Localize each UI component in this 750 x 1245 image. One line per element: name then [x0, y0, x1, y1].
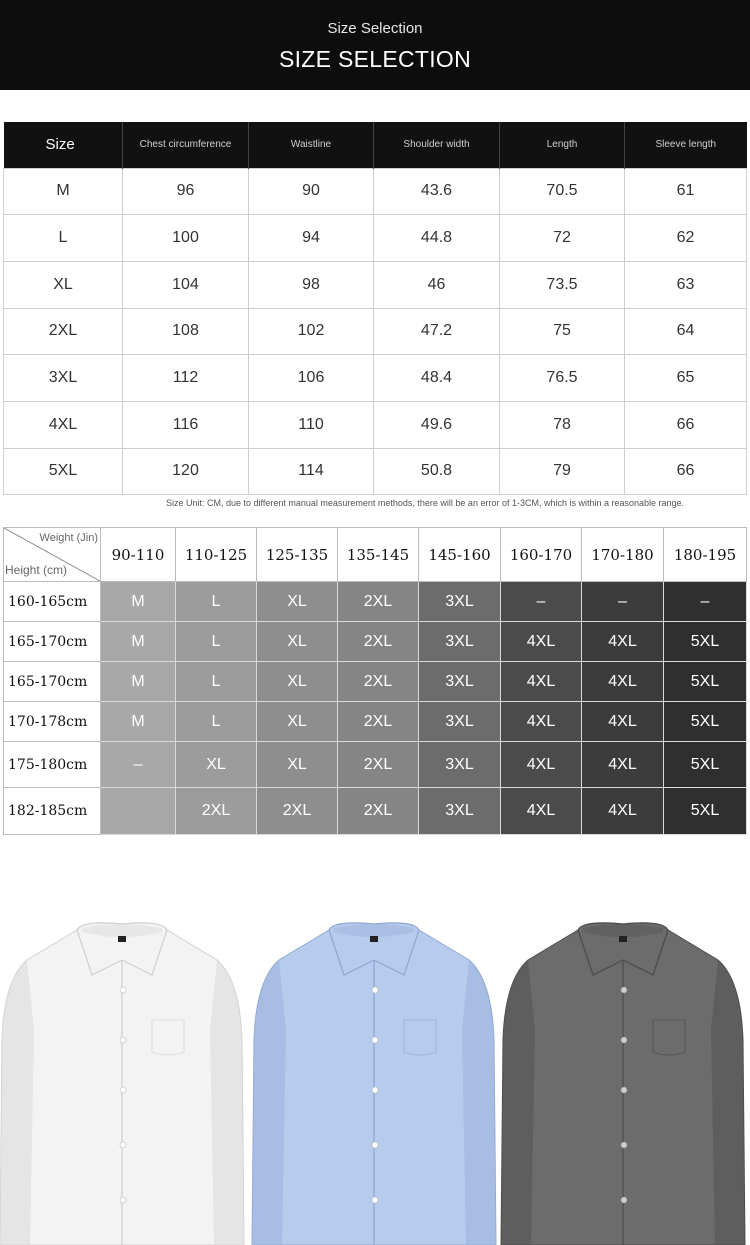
- recommended-size-cell: 4XL: [501, 662, 582, 702]
- recommended-size-cell: 3XL: [419, 742, 501, 788]
- recommended-size-cell: L: [176, 702, 257, 742]
- recommended-size-cell: L: [176, 582, 257, 622]
- shirt-color-showcase: [0, 880, 750, 1245]
- recommended-size-cell: 5XL: [664, 788, 747, 835]
- recommended-size-cell: –: [101, 742, 176, 788]
- measurement-cell: 63: [625, 261, 747, 308]
- measurement-cell: 66: [625, 401, 747, 448]
- table-row: [4, 401, 747, 448]
- table-row: [4, 622, 747, 662]
- measurement-cell: 75: [500, 308, 625, 355]
- size-table-header: [4, 122, 747, 168]
- recommended-size-cell: 5XL: [664, 622, 747, 662]
- measurement-cell: 61: [625, 168, 747, 215]
- recommended-size-cell: –: [582, 582, 664, 622]
- weight-range-header: 125-135: [257, 528, 338, 582]
- recommended-size-cell: 4XL: [582, 742, 664, 788]
- size-unit-note: Size Unit: CM, due to different manual measurement methods, there will be an error of 1-3CM, which is within a reasonable range.: [165, 498, 685, 508]
- white-shirt: [0, 923, 244, 1245]
- measurement-cell: 64: [625, 308, 747, 355]
- weight-height-table: [3, 527, 747, 835]
- measurement-cell: 70.5: [500, 168, 625, 215]
- recommended-size-cell: 2XL: [338, 788, 419, 835]
- weight-range-header: 135-145: [338, 528, 419, 582]
- recommended-size-cell: M: [101, 582, 176, 622]
- column-header-length: Length: [500, 122, 625, 168]
- recommended-size-cell: L: [176, 662, 257, 702]
- measurement-cell: 65: [625, 355, 747, 402]
- recommended-size-cell: 2XL: [338, 582, 419, 622]
- measurement-cell: 112: [123, 355, 249, 402]
- height-range-cell: 182-185cm: [4, 788, 101, 835]
- size-label-cell: M: [4, 168, 123, 215]
- measurement-cell: 114: [249, 448, 374, 495]
- measurement-cell: 44.8: [374, 215, 500, 262]
- measurement-cell: 120: [123, 448, 249, 495]
- shirts-illustration: [0, 880, 750, 1245]
- size-label-cell: XL: [4, 261, 123, 308]
- column-header-sleeve: Sleeve length: [625, 122, 747, 168]
- size-chart-table: [3, 122, 747, 495]
- height-range-cell: 165-170cm: [4, 662, 101, 702]
- recommended-size-cell: 4XL: [501, 702, 582, 742]
- table-row: [4, 742, 747, 788]
- table-row: [4, 215, 747, 262]
- measurement-cell: 66: [625, 448, 747, 495]
- recommended-size-cell: 4XL: [582, 622, 664, 662]
- recommended-size-cell: XL: [257, 662, 338, 702]
- page-header: [0, 0, 750, 90]
- measurement-cell: 106: [249, 355, 374, 402]
- weight-header-row: [4, 528, 747, 582]
- table-row: [4, 582, 747, 622]
- recommended-size-cell: XL: [176, 742, 257, 788]
- measurement-cell: 94: [249, 215, 374, 262]
- recommended-size-cell: 3XL: [419, 702, 501, 742]
- recommended-size-cell: –: [501, 582, 582, 622]
- recommended-size-cell: 4XL: [582, 662, 664, 702]
- recommended-size-cell: 4XL: [582, 788, 664, 835]
- size-label-cell: 4XL: [4, 401, 123, 448]
- recommended-size-cell: M: [101, 662, 176, 702]
- height-range-cell: 170-178cm: [4, 702, 101, 742]
- weight-range-header: 170-180: [582, 528, 664, 582]
- recommended-size-cell: L: [176, 622, 257, 662]
- measurement-cell: 49.6: [374, 401, 500, 448]
- measurement-cell: 110: [249, 401, 374, 448]
- recommended-size-cell: –: [664, 582, 747, 622]
- measurement-cell: 100: [123, 215, 249, 262]
- height-range-cell: 165-170cm: [4, 622, 101, 662]
- weight-range-header: 90-110: [101, 528, 176, 582]
- recommended-size-cell: 2XL: [257, 788, 338, 835]
- measurement-cell: 98: [249, 261, 374, 308]
- column-header-shoulder: Shoulder width: [374, 122, 500, 168]
- measurement-cell: 104: [123, 261, 249, 308]
- column-header-chest: Chest circumference: [123, 122, 249, 168]
- size-label-cell: L: [4, 215, 123, 262]
- measurement-cell: 47.2: [374, 308, 500, 355]
- measurement-cell: 43.6: [374, 168, 500, 215]
- column-header-waist: Waistline: [249, 122, 374, 168]
- recommended-size-cell: 2XL: [338, 662, 419, 702]
- measurement-cell: 116: [123, 401, 249, 448]
- gray-shirt: [501, 923, 745, 1245]
- recommended-size-cell: 4XL: [582, 702, 664, 742]
- measurement-cell: 79: [500, 448, 625, 495]
- measurement-cell: 72: [500, 215, 625, 262]
- measurement-cell: 76.5: [500, 355, 625, 402]
- recommended-size-cell: 4XL: [501, 622, 582, 662]
- height-range-cell: 160-165cm: [4, 582, 101, 622]
- recommended-size-cell: 2XL: [176, 788, 257, 835]
- table-row: [4, 261, 747, 308]
- recommended-size-cell: M: [101, 702, 176, 742]
- recommended-size-cell: 4XL: [501, 788, 582, 835]
- corner-height-label: Height (cm): [5, 563, 68, 577]
- table-row: [4, 702, 747, 742]
- recommended-size-cell: 2XL: [338, 702, 419, 742]
- table-corner-cell: [4, 528, 101, 582]
- measurement-cell: 96: [123, 168, 249, 215]
- recommended-size-cell: 2XL: [338, 622, 419, 662]
- recommended-size-cell: 5XL: [664, 742, 747, 788]
- size-label-cell: 2XL: [4, 308, 123, 355]
- recommended-size-cell: XL: [257, 582, 338, 622]
- measurement-cell: 62: [625, 215, 747, 262]
- recommended-size-cell: M: [101, 622, 176, 662]
- table-row: [4, 355, 747, 402]
- size-label-cell: 5XL: [4, 448, 123, 495]
- header-subtitle: Size Selection: [327, 20, 423, 37]
- recommended-size-cell: 4XL: [501, 742, 582, 788]
- recommended-size-cell: XL: [257, 742, 338, 788]
- height-range-cell: 175-180cm: [4, 742, 101, 788]
- measurement-cell: 108: [123, 308, 249, 355]
- recommended-size-cell: 3XL: [419, 788, 501, 835]
- measurement-cell: 102: [249, 308, 374, 355]
- weight-range-header: 180-195: [664, 528, 747, 582]
- recommended-size-cell: 3XL: [419, 582, 501, 622]
- weight-range-header: 160-170: [501, 528, 582, 582]
- recommended-size-cell: 5XL: [664, 702, 747, 742]
- measurement-cell: 90: [249, 168, 374, 215]
- header-title: SIZE SELECTION: [278, 46, 472, 72]
- table-row: [4, 168, 747, 215]
- recommended-size-cell: 3XL: [419, 622, 501, 662]
- column-header-size: Size: [4, 122, 123, 168]
- measurement-cell: 78: [500, 401, 625, 448]
- measurement-cell: 73.5: [500, 261, 625, 308]
- weight-range-header: 145-160: [419, 528, 501, 582]
- size-label-cell: 3XL: [4, 355, 123, 402]
- recommended-size-cell: XL: [257, 702, 338, 742]
- recommended-size-cell: 2XL: [338, 742, 419, 788]
- table-row: [4, 788, 747, 835]
- recommended-size-cell: [101, 788, 176, 835]
- table-row: [4, 448, 747, 495]
- measurement-cell: 48.4: [374, 355, 500, 402]
- recommended-size-cell: 3XL: [419, 662, 501, 702]
- recommended-size-cell: 5XL: [664, 662, 747, 702]
- table-row: [4, 308, 747, 355]
- corner-weight-label: Weight (Jin): [39, 532, 98, 544]
- measurement-cell: 50.8: [374, 448, 500, 495]
- blue-shirt: [252, 923, 496, 1245]
- table-row: [4, 662, 747, 702]
- weight-range-header: 110-125: [176, 528, 257, 582]
- measurement-cell: 46: [374, 261, 500, 308]
- recommended-size-cell: XL: [257, 622, 338, 662]
